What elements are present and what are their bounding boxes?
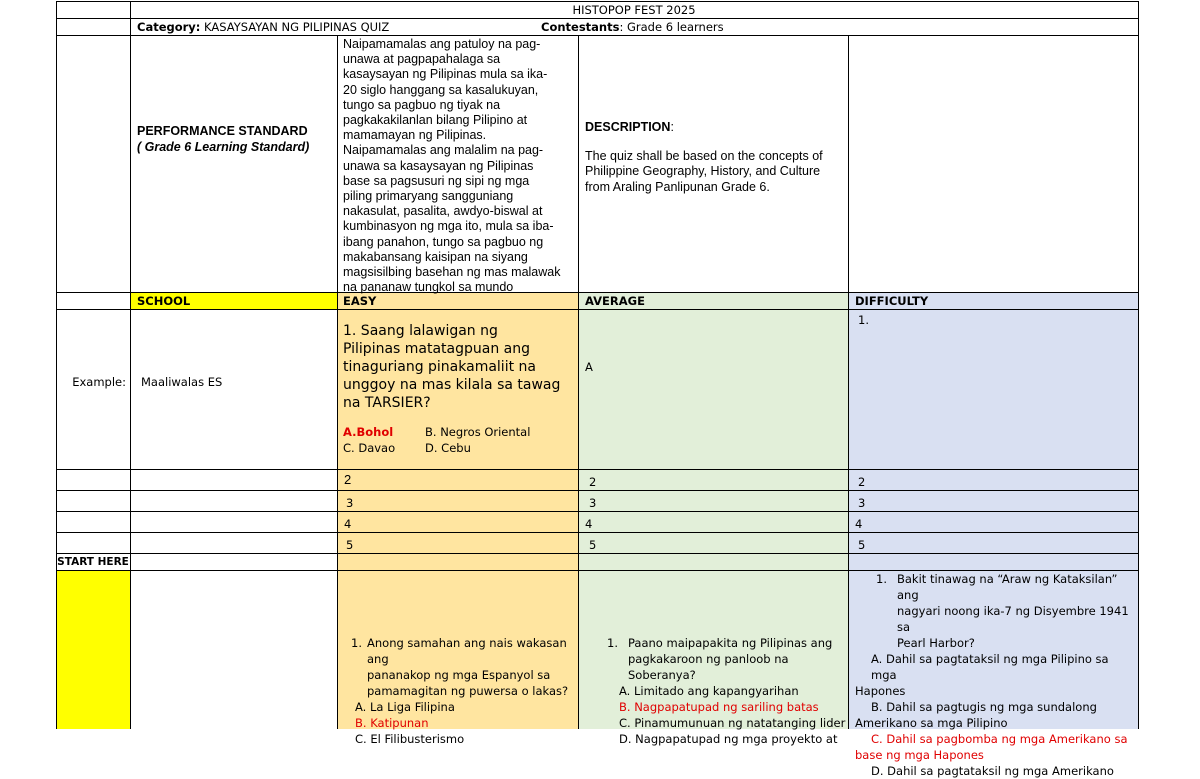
example-choice-b: B. Negros Oriental xyxy=(425,425,531,439)
difficulty-row-number: 2 xyxy=(858,475,866,489)
school-column-header: SCHOOL xyxy=(137,294,191,308)
example-question-line: tinaguriang pinakamaliit na xyxy=(343,359,536,375)
difficulty-question-number: 1. xyxy=(876,572,887,586)
easy-row-number: 2 xyxy=(344,472,352,487)
difficulty-choice-b-cont: Amerikano sa mga Pilipino xyxy=(855,716,1008,730)
easy-choice-a: A. La Liga Filipina xyxy=(355,700,455,714)
standard-line: magsisilbing basehan ng mas malawak xyxy=(343,265,561,280)
easy-question-line: Anong samahan ang nais wakasan ang xyxy=(367,636,567,666)
easy-question-number: 1. xyxy=(351,636,362,650)
easy-choice-b-answer: B. Katipunan xyxy=(355,716,429,730)
example-difficulty-value: 1. xyxy=(858,313,869,327)
difficulty-row-number: 4 xyxy=(855,517,863,531)
description-block xyxy=(585,120,847,210)
easy-question xyxy=(343,635,577,746)
easy-column-header: EASY xyxy=(343,294,377,308)
difficulty-question xyxy=(855,571,1137,778)
description-line: The quiz shall be based on the concepts of xyxy=(585,149,823,164)
difficulty-choice-c-answer: C. Dahil sa pagbomba ng mga Amerikano sa xyxy=(871,732,1128,746)
difficulty-question-line: nagyari noong ika-7 ng Disyembre 1941 sa xyxy=(897,604,1129,634)
easy-row-number: 4 xyxy=(344,517,352,531)
average-question xyxy=(585,635,847,746)
event-title: HISTOPOP FEST 2025 xyxy=(572,3,696,17)
standard-line: piling primaryang sangguniang xyxy=(343,189,514,204)
easy-question-line: pananakop ng mga Espanyol sa xyxy=(367,668,551,682)
difficulty-choice-a: A. Dahil sa pagtataksil ng mga Pilipino sa mga xyxy=(871,652,1109,682)
average-question-line: Paano maipapakita ng Pilipinas ang xyxy=(628,636,833,650)
standard-line: makabansang kaisipan na siyang xyxy=(343,249,528,264)
category-value: KASAYSAYAN NG PILIPINAS QUIZ xyxy=(200,20,390,34)
performance-standard-text xyxy=(343,37,578,295)
standard-line: base sa pagsusuri ng sipi ng mga xyxy=(343,173,530,188)
example-choice-a-answer: A.Bohol xyxy=(343,425,394,439)
average-choice-c: C. Pinamumunuan ng natatanging lider xyxy=(619,716,846,730)
easy-choice-c: C. El Filibusterismo xyxy=(355,732,465,746)
category-label: Category: xyxy=(137,20,201,34)
category-row xyxy=(137,20,537,35)
standard-line: kumbinasyon ng mga ito, mula sa iba- xyxy=(343,219,554,234)
example-question-line: na TARSIER? xyxy=(343,395,431,411)
contestants-label: Contestants xyxy=(541,20,620,34)
standard-line: 20 siglo hanggang sa kasalukuyan, xyxy=(343,82,539,97)
standard-line: kasaysayan ng Pilipinas mula sa ika- xyxy=(343,67,548,82)
standard-line: ibang panahon, tungo sa pagbuo ng xyxy=(343,234,544,249)
easy-row-number: 3 xyxy=(346,496,354,510)
example-school: Maaliwalas ES xyxy=(141,375,223,389)
difficulty-column-header: DIFFICULTY xyxy=(855,294,929,308)
example-question xyxy=(343,322,577,414)
contestants-row xyxy=(541,20,941,35)
standard-line: Naipamamalas ang patuloy na pag- xyxy=(343,37,541,51)
performance-standard-subtitle: ( Grade 6 Learning Standard) xyxy=(137,140,310,154)
example-choices xyxy=(343,424,577,458)
standard-line: na pananaw tungkol sa mundo xyxy=(343,280,514,295)
average-column-header: AVERAGE xyxy=(585,294,645,308)
difficulty-choice-c-cont: base ng mga Hapones xyxy=(855,748,984,762)
example-choice-c: C. Davao xyxy=(343,441,396,455)
easy-question-line: pamamagitan ng puwersa o lakas? xyxy=(367,684,569,698)
description-line: Philippine Geography, History, and Culture xyxy=(585,164,821,179)
start-here-label: START HERE xyxy=(57,556,129,568)
standard-line: Naipamamalas ang malalim na pag- xyxy=(343,143,544,158)
description-colon: : xyxy=(670,120,674,134)
standard-line: tungo sa pagbuo ng tiyak na xyxy=(343,97,501,112)
average-choice-d: D. Nagpapatupad ng mga proyekto at xyxy=(619,732,838,746)
difficulty-choice-a-cont: Hapones xyxy=(855,684,906,698)
difficulty-choice-b: B. Dahil sa pagtugis ng mga sundalong xyxy=(871,700,1097,714)
description-heading xyxy=(585,120,847,135)
standard-line: nakasulat, pasalita, awdyo-biswal at xyxy=(343,204,543,219)
average-row-number: 5 xyxy=(589,538,597,552)
difficulty-question-line: Pearl Harbor? xyxy=(897,636,975,650)
example-question-line: Pilipinas matatagpuan ang xyxy=(343,341,531,357)
standard-line: unawa at pagpapahalaga sa xyxy=(343,52,501,67)
example-label: Example: xyxy=(72,375,126,389)
example-question-line: 1. Saang lalawigan ng xyxy=(343,323,498,339)
start-here-yellow-block xyxy=(56,571,130,729)
average-choice-a: A. Limitado ang kapangyarihan xyxy=(619,684,799,698)
average-row-number: 2 xyxy=(589,475,597,489)
difficulty-choice-d: D. Dahil sa pagtataksil ng mga Amerikano xyxy=(871,764,1114,778)
average-choice-b-answer: B. Nagpapatupad ng sariling batas xyxy=(619,700,819,714)
difficulty-row-number: 5 xyxy=(858,538,866,552)
difficulty-row-number: 3 xyxy=(858,496,866,510)
description-line: from Araling Panlipunan Grade 6. xyxy=(585,179,770,194)
standard-line: unawa sa kasaysayan ng Pilipinas xyxy=(343,158,534,173)
standard-line: pagkakakilanlan bilang Pilipino at xyxy=(343,113,528,128)
description-title: DESCRIPTION xyxy=(585,120,671,134)
standard-line: mamamayan ng Pilipinas. xyxy=(343,128,487,143)
easy-row-number: 5 xyxy=(346,538,354,552)
average-question-number: 1. xyxy=(607,636,618,650)
average-question-line: pagkakaroon ng panloob na Soberanya? xyxy=(628,652,789,682)
performance-standard-title: PERFORMANCE STANDARD xyxy=(137,124,308,138)
example-average-value: A xyxy=(585,360,593,374)
difficulty-question-line: Bakit tinawag na “Araw ng Kataksilan” ang xyxy=(897,572,1118,602)
example-choice-d: D. Cebu xyxy=(425,441,471,455)
average-row-number: 4 xyxy=(585,517,593,531)
contestants-value: : Grade 6 learners xyxy=(619,20,724,34)
example-question-line: unggoy na mas kilala sa tawag xyxy=(343,377,561,393)
average-row-number: 3 xyxy=(589,496,597,510)
performance-standard-title-block xyxy=(137,123,337,163)
